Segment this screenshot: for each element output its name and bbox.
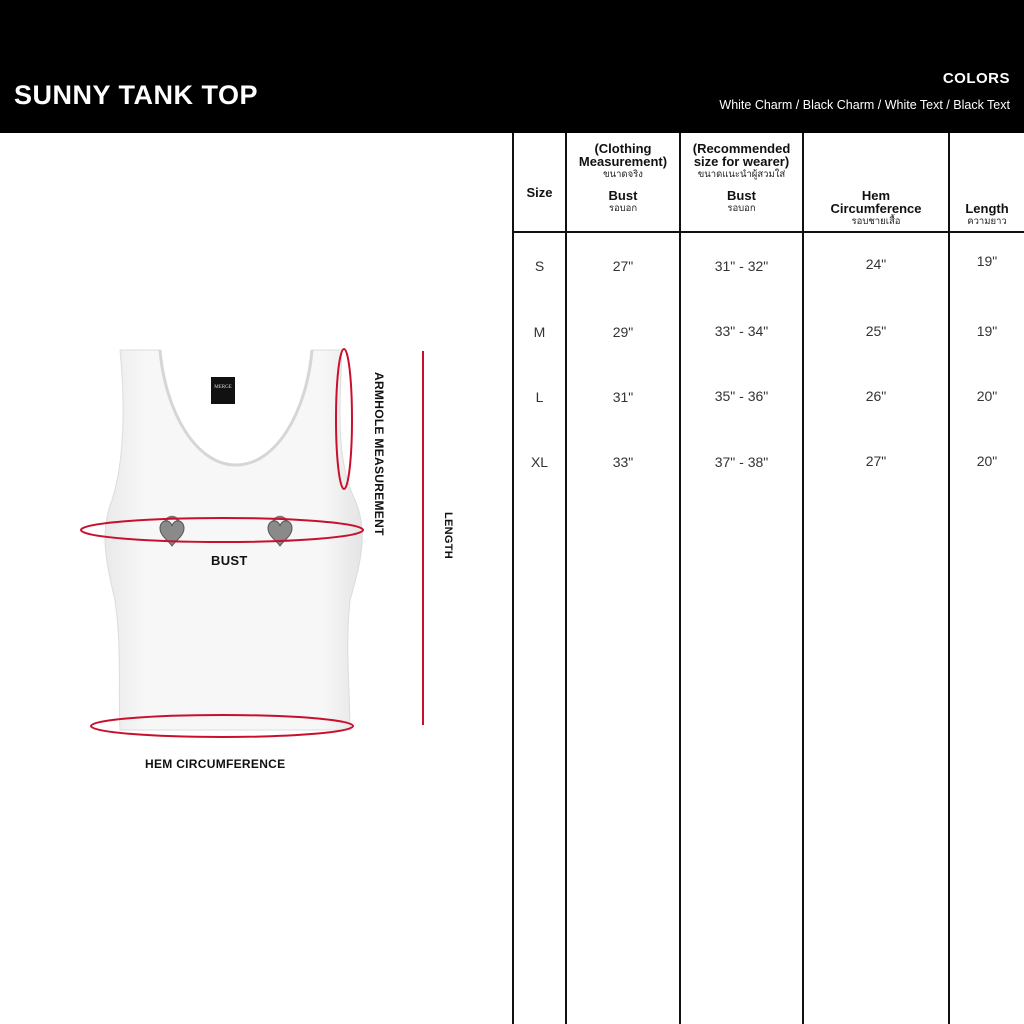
table-cell-length: 20" (976, 453, 998, 469)
table-cell-bust: 27" (612, 258, 634, 274)
table-cell-recommended: 33" - 34" (714, 323, 769, 339)
table-cell-recommended: 31" - 32" (714, 258, 769, 274)
table-cell-length: 19" (976, 253, 998, 269)
product-title: SUNNY TANK TOP (14, 80, 259, 110)
table-cell-recommended: 37" - 38" (714, 454, 769, 470)
table-cell-hem: 25" (865, 323, 887, 339)
brand-tag (211, 377, 235, 404)
colors-list: White Charm / Black Charm / White Text / Black Text (719, 98, 1010, 112)
table-header-rule (512, 231, 1024, 233)
table-cell-hem: 27" (865, 453, 887, 469)
length-label: LENGTH (442, 512, 454, 560)
hem-circumference-label: HEM CIRCUMFERENCE (145, 757, 286, 771)
header-bar (0, 0, 1024, 133)
bust-label: BUST (211, 553, 248, 568)
table-cell-size: L (535, 389, 544, 405)
armhole-measurement-label: ARMHOLE MEASUREMENT (372, 372, 386, 536)
header-hem-circumference: Hem Circumference รอบชายเสื้อ (830, 188, 922, 227)
table-cell-size: S (534, 258, 545, 274)
table-cell-length: 19" (976, 323, 998, 339)
header-clothing-measurement: (Clothing Measurement) ขนาดจริง Bust รอบอก (578, 141, 668, 214)
table-cell-size: XL (530, 454, 549, 470)
header-length: Length ความยาว (965, 201, 1009, 227)
table-cell-bust: 29" (612, 324, 634, 340)
table-cell-hem: 24" (865, 256, 887, 272)
table-cell-bust: 33" (612, 454, 634, 470)
colors-heading: COLORS (942, 70, 1010, 87)
table-cell-size: M (533, 324, 546, 340)
table-cell-bust: 31" (612, 389, 634, 405)
table-cell-recommended: 35" - 36" (714, 388, 769, 404)
brand-tag-text: MERGE (214, 385, 232, 390)
header-size: Size (526, 184, 553, 200)
table-cell-length: 20" (976, 388, 998, 404)
header-recommended-size: (Recommended size for wearer) ขนาดแนะนำผู้สวมใส่ Bust รอบอก (692, 141, 791, 214)
table-cell-hem: 26" (865, 388, 887, 404)
